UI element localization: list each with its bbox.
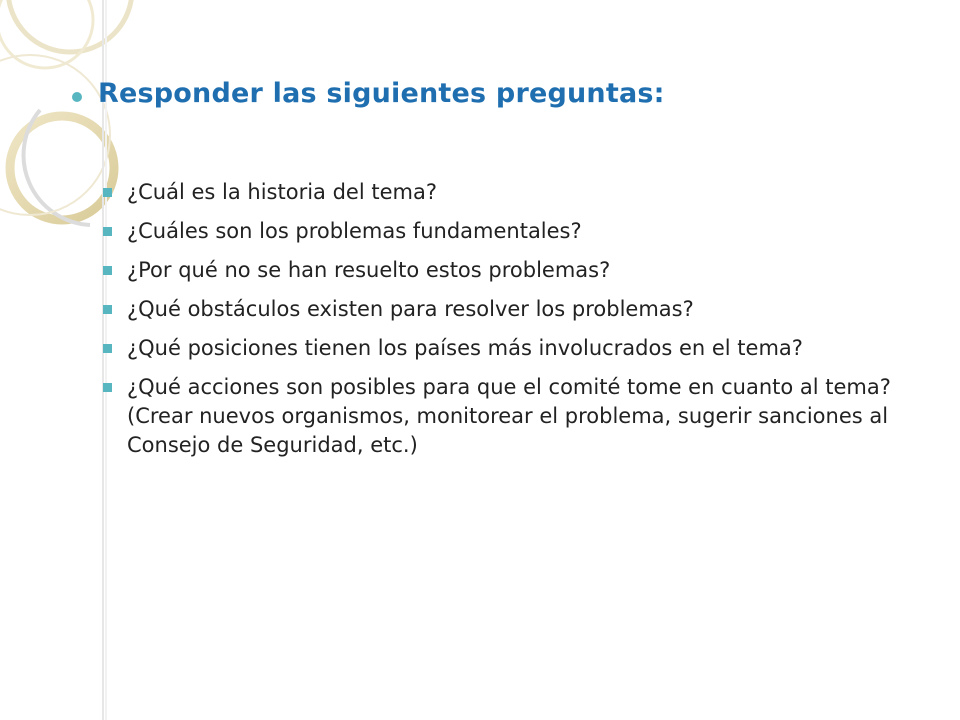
list-item-text: ¿Qué acciones son posibles para que el comité tome en cuanto al tema? (Crear nuevos organismos, monitorear el problema, sugerir sanciones al Consejo de Seguridad, etc.) — [127, 375, 891, 457]
list-item-text: ¿Cuáles son los problemas fundamentales? — [127, 219, 582, 243]
list-item-text: ¿Cuál es la historia del tema? — [127, 180, 437, 204]
list-item — [103, 373, 903, 460]
list-item-text: ¿Qué obstáculos existen para resolver los problemas? — [127, 297, 694, 321]
list-item — [103, 256, 903, 285]
list-item — [103, 178, 903, 207]
square-bullet-icon — [103, 227, 112, 236]
list-item — [103, 217, 903, 246]
slide-title-row — [72, 78, 932, 118]
square-bullet-icon — [103, 344, 112, 353]
list-item — [103, 295, 903, 324]
list-item — [103, 334, 903, 363]
square-bullet-icon — [103, 305, 112, 314]
upper-ring-outer — [8, 0, 132, 52]
slide-title: Responder las siguientes preguntas: — [98, 78, 665, 109]
square-bullet-icon — [103, 188, 112, 197]
list-item-text: ¿Por qué no se han resuelto estos problemas? — [127, 258, 611, 282]
square-bullet-icon — [103, 383, 112, 392]
square-bullet-icon — [103, 266, 112, 275]
list-item-text: ¿Qué posiciones tienen los países más involucrados en el tema? — [127, 336, 803, 360]
question-list — [103, 178, 903, 470]
round-bullet-icon — [72, 92, 82, 102]
